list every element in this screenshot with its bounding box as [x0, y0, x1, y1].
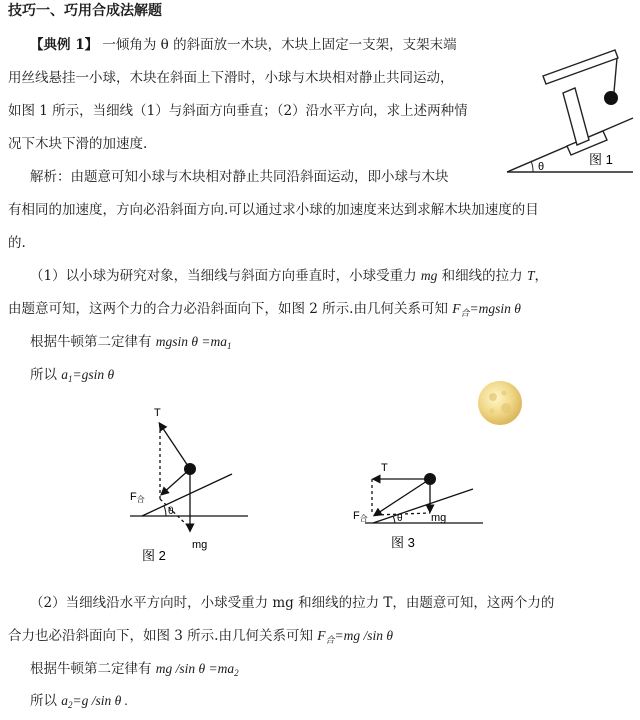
- part2-result: [30, 692, 128, 714]
- fig2-ball: [184, 463, 196, 475]
- part1-T: T: [526, 268, 535, 283]
- example-line-3: 如图 1 所示，当细线（1）与斜面方向垂直；（2）沿水平方向，求上述两种情: [8, 103, 468, 119]
- fig3-angle-label: θ: [397, 513, 403, 524]
- fig2-dashed-diagonal: [160, 499, 190, 528]
- fig3-caption: 图 3: [391, 535, 415, 550]
- fig2-mg-label: mg: [192, 539, 208, 551]
- fig2-tension-arrow: [160, 424, 190, 469]
- part1-line-1: [30, 267, 548, 285]
- fig3-F-label: F合: [353, 510, 368, 523]
- part1-result-text: 所以: [30, 367, 62, 383]
- section-title: 技巧一、巧用合成法解题: [8, 3, 162, 19]
- part2-newton: [30, 660, 239, 682]
- part1-result: [30, 366, 114, 388]
- moon-image: [474, 377, 526, 429]
- part1-text-b: 和细线的拉力: [437, 268, 527, 284]
- part2-force-eq: $F_合=mg$ /sin θ: [317, 628, 394, 645]
- part2-result-eq: $a_2=g$ /sin θ .: [61, 693, 129, 710]
- fig2-incline-line: [142, 474, 232, 516]
- fig2-T-label: T: [154, 407, 161, 419]
- figure-2: [120, 400, 260, 565]
- fig1-support-post: [563, 88, 589, 145]
- fig2-angle-label: θ: [168, 506, 174, 517]
- part2-newton-eq: mg /sin $\theta =ma_2$: [155, 661, 239, 678]
- example-text-1: 一倾角为 θ 的斜面放一木块，木块上固定一支架，支架末端: [98, 37, 457, 53]
- part1-text-2: 由题意可知，这两个力的合力必沿斜面向下，如图 2 所示.由几何关系可知: [8, 301, 453, 317]
- fig1-caption: 图 1: [589, 152, 613, 167]
- analysis-line-2: 有相同的加速度，方向必沿斜面方向.可以通过求小球的加速度来达到求解木块加速度的目: [8, 202, 539, 218]
- fig1-ball: [604, 91, 618, 105]
- part2-result-text: 所以: [30, 693, 62, 709]
- part2-line-2: [8, 627, 393, 649]
- part2-newton-text: 根据牛顿第二定律有: [30, 661, 156, 677]
- example-line-2: 用丝线悬挂一小球，木块在斜面上下滑时，小球与木块相对静止共同运动，: [8, 70, 454, 86]
- analysis-line-3: 的.: [8, 235, 26, 251]
- example-line-4: 况下木块下滑的加速度.: [8, 136, 148, 152]
- part2-text-2: 合力也必沿斜面向下，如图 3 所示.由几何关系可知: [8, 628, 318, 644]
- part1-text-c: ，: [534, 268, 548, 284]
- part1-newton-eq: mgsin $\theta =ma_1$: [155, 334, 232, 351]
- fig3-T-label: T: [381, 462, 388, 474]
- fig2-caption: 图 2: [142, 548, 166, 563]
- fig1-string: [614, 58, 617, 92]
- part1-newton: [30, 333, 232, 355]
- part1-text-a: （1）以小球为研究对象，当细线与斜面方向垂直时，小球受重力: [30, 268, 421, 284]
- fig2-F-label: F合: [130, 491, 145, 504]
- part1-force-eq: $F_合=mgsin$ θ: [452, 301, 521, 318]
- example-line-1: [30, 36, 457, 54]
- figure-1: [505, 40, 635, 180]
- figure-3: [345, 455, 495, 555]
- fig1-support-arm: [543, 50, 618, 84]
- part1-mg: mg: [420, 268, 438, 283]
- fig3-net-force-arrow: [375, 479, 430, 515]
- fig3-ball: [424, 473, 436, 485]
- part1-line-2: [8, 300, 521, 322]
- part1-result-eq: $a_1=gsin$ θ: [61, 367, 115, 384]
- part1-newton-text: 根据牛顿第二定律有: [30, 334, 156, 350]
- part2-line-1: （2）当细线沿水平方向时，小球受重力 mg 和细线的拉力 T，由题意可知，这两个力的: [30, 595, 555, 611]
- analysis-line-1: 解析：由题意可知小球与木块相对静止共同沿斜面运动，即小球与木块: [30, 169, 449, 185]
- fig3-mg-label: mg: [431, 512, 447, 524]
- fig1-angle-label: θ: [538, 161, 545, 173]
- example-label: 【典例 1】: [30, 37, 99, 53]
